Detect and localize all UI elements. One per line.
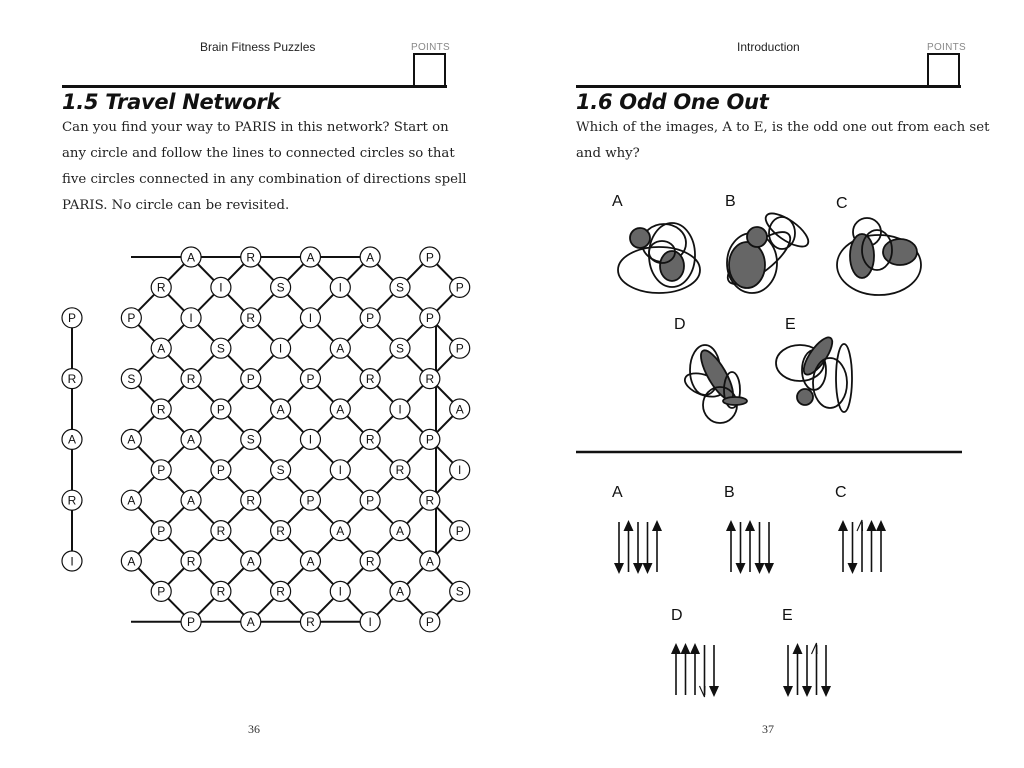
network-node[interactable]	[151, 277, 171, 297]
arrow-up	[671, 643, 681, 695]
node-letter: P	[187, 615, 196, 630]
network-node[interactable]	[121, 369, 141, 389]
network-node[interactable]	[271, 277, 291, 297]
arrow-up	[681, 643, 691, 695]
network-node[interactable]	[300, 369, 320, 389]
arrow-up	[876, 520, 886, 572]
node-letter: S	[127, 371, 136, 386]
points-label: POINTS	[411, 42, 451, 53]
node-letter: R	[365, 554, 375, 569]
node-letter: R	[186, 371, 196, 386]
ellipse-figure-a	[618, 223, 700, 293]
running-header: Introduction	[737, 40, 800, 54]
network-node[interactable]	[211, 399, 231, 419]
network-node[interactable]	[330, 338, 350, 358]
node-letter: P	[425, 432, 434, 447]
set2-label-e: E	[782, 607, 793, 624]
node-letter: R	[425, 371, 435, 386]
node-letter: P	[455, 280, 464, 295]
node-letter: A	[336, 523, 345, 538]
node-letter: P	[157, 584, 166, 599]
arrow-down	[848, 522, 858, 574]
section-title: 1.5 Travel Network	[62, 90, 281, 114]
arrow-up	[793, 643, 803, 695]
network-node[interactable]	[271, 521, 291, 541]
node-letter: A	[187, 432, 196, 447]
node-letter: R	[246, 493, 256, 508]
node-letter: A	[306, 554, 315, 569]
arrow-down	[709, 645, 719, 697]
node-letter: S	[246, 432, 255, 447]
node-letter: R	[216, 523, 226, 538]
running-header: Brain Fitness Puzzles	[200, 40, 316, 54]
set1-label-e: E	[785, 316, 796, 333]
network-node[interactable]	[390, 521, 410, 541]
network-node[interactable]	[420, 369, 440, 389]
node-letter: A	[246, 615, 255, 630]
network-node[interactable]	[360, 551, 380, 571]
network-node[interactable]	[360, 612, 380, 632]
arrow-up	[624, 520, 634, 572]
node-letter: S	[455, 584, 464, 599]
network-node[interactable]	[181, 490, 201, 510]
section-title: 1.6 Odd One Out	[576, 90, 769, 114]
network-node[interactable]	[330, 521, 350, 541]
network-node[interactable]	[62, 369, 82, 389]
node-letter: I	[368, 615, 372, 630]
node-letter: R	[67, 493, 77, 508]
ellipse-figure-d	[682, 345, 747, 423]
paragraph-line: PARIS. No circle can be revisited.	[62, 198, 290, 213]
arrow-up	[812, 643, 818, 695]
network-node[interactable]	[181, 369, 201, 389]
network-node[interactable]	[241, 612, 261, 632]
odd-one-out-figures	[512, 0, 1024, 768]
set2-label-b: B	[724, 484, 735, 501]
network-node[interactable]	[450, 277, 470, 297]
node-letter: R	[276, 584, 285, 599]
network-node[interactable]	[450, 581, 470, 601]
network-node[interactable]	[420, 551, 440, 571]
page-number: 37	[762, 722, 774, 736]
node-letter: P	[216, 402, 225, 417]
network-node[interactable]	[420, 612, 440, 632]
network-node[interactable]	[420, 308, 440, 328]
set2-label-a: A	[612, 484, 623, 501]
network-node[interactable]	[420, 247, 440, 267]
network-node[interactable]	[241, 247, 261, 267]
node-letter: I	[338, 463, 342, 478]
node-letter: A	[395, 523, 405, 538]
arrow-down	[783, 645, 793, 697]
node-letter: P	[127, 311, 136, 326]
set1-label-d: D	[674, 316, 686, 333]
arrow-up	[726, 520, 736, 572]
node-letter: P	[455, 341, 464, 356]
network-node[interactable]	[62, 308, 82, 328]
network-node[interactable]	[211, 581, 231, 601]
network-node[interactable]	[330, 399, 350, 419]
network-node[interactable]	[151, 581, 171, 601]
arrow-up	[652, 520, 662, 572]
node-letter: I	[458, 463, 462, 478]
paragraph-line: and why?	[576, 146, 640, 161]
network-node[interactable]	[151, 338, 171, 358]
node-letter: R	[246, 250, 256, 265]
network-node[interactable]	[271, 460, 291, 480]
network-node[interactable]	[300, 247, 320, 267]
network-node[interactable]	[300, 551, 320, 571]
arrow-up	[745, 520, 755, 572]
network-node[interactable]	[121, 429, 141, 449]
network-node[interactable]	[62, 551, 82, 571]
node-letter: P	[425, 615, 434, 630]
node-letter: R	[246, 311, 256, 326]
network-node[interactable]	[151, 399, 171, 419]
network-node[interactable]	[121, 490, 141, 510]
network-node[interactable]	[300, 612, 320, 632]
node-letter: P	[366, 493, 375, 508]
network-node[interactable]	[271, 399, 291, 419]
network-node[interactable]	[450, 399, 470, 419]
ellipse-figure-b	[720, 207, 813, 293]
node-letter: I	[189, 311, 193, 326]
set2-label-c: C	[835, 484, 847, 501]
node-letter: P	[425, 250, 434, 265]
network-node[interactable]	[390, 581, 410, 601]
network-node[interactable]	[211, 521, 231, 541]
network-node[interactable]	[360, 308, 380, 328]
network-node[interactable]	[390, 399, 410, 419]
network-node[interactable]	[450, 521, 470, 541]
network-node[interactable]	[151, 460, 171, 480]
node-letter: P	[306, 493, 315, 508]
network-node[interactable]	[211, 277, 231, 297]
network-node[interactable]	[181, 551, 201, 571]
node-letter: R	[365, 432, 375, 447]
network-node[interactable]	[62, 429, 82, 449]
network-node[interactable]	[181, 612, 201, 632]
network-node[interactable]	[420, 429, 440, 449]
node-letter: R	[156, 280, 166, 295]
node-letter: A	[425, 554, 434, 569]
node-letter: R	[276, 523, 285, 538]
node-letter: A	[187, 493, 196, 508]
arrow-down	[700, 645, 706, 697]
node-letter: S	[395, 341, 405, 356]
node-letter: P	[216, 463, 225, 478]
node-letter: R	[365, 371, 375, 386]
node-letter: R	[395, 463, 405, 478]
node-letter: I	[398, 402, 402, 417]
network-node[interactable]	[450, 460, 470, 480]
network-node[interactable]	[181, 308, 201, 328]
network-node[interactable]	[271, 581, 291, 601]
network-node[interactable]	[241, 490, 261, 510]
network-node[interactable]	[121, 551, 141, 571]
set1-label-c: C	[836, 195, 848, 212]
arrow-down	[764, 522, 774, 574]
arrow-up	[867, 520, 877, 572]
network-node[interactable]	[360, 490, 380, 510]
network-node[interactable]	[241, 308, 261, 328]
node-letter: R	[186, 554, 196, 569]
network-node[interactable]	[241, 369, 261, 389]
arrow-down	[643, 522, 653, 574]
network-node[interactable]	[211, 460, 231, 480]
network-node[interactable]	[390, 338, 410, 358]
node-letter: A	[306, 250, 315, 265]
network-node[interactable]	[300, 490, 320, 510]
set2-label-d: D	[671, 607, 683, 624]
network-node[interactable]	[360, 247, 380, 267]
node-letter: A	[127, 554, 136, 569]
node-letter: P	[246, 371, 255, 386]
node-letter: P	[306, 371, 315, 386]
node-letter: A	[187, 250, 196, 265]
network-node[interactable]	[241, 551, 261, 571]
network-node[interactable]	[241, 429, 261, 449]
node-letter: S	[276, 463, 285, 478]
node-letter: I	[219, 280, 223, 295]
node-letter: A	[67, 432, 77, 447]
network-node[interactable]	[450, 338, 470, 358]
arrow-down	[821, 645, 831, 697]
paragraph-line: any circle and follow the lines to connected circles so that	[62, 146, 455, 161]
arrow-up	[690, 643, 700, 695]
node-letter: A	[455, 402, 464, 417]
node-letter: A	[366, 250, 375, 265]
network-node[interactable]	[330, 460, 350, 480]
paragraph-line: Can you find your way to PARIS in this network? Start on	[62, 120, 449, 135]
network-node[interactable]	[300, 308, 320, 328]
points-label: POINTS	[927, 42, 967, 53]
node-letter: I	[70, 554, 74, 569]
set1-label-a: A	[612, 193, 623, 210]
node-letter: R	[306, 615, 315, 630]
network-node[interactable]	[181, 429, 201, 449]
arrow-down	[614, 522, 624, 574]
node-letter: A	[246, 554, 255, 569]
network-node[interactable]	[420, 490, 440, 510]
ellipse-figure-e	[776, 333, 852, 412]
node-letter: A	[276, 402, 285, 417]
arrow-down	[802, 645, 812, 697]
node-letter: P	[157, 463, 166, 478]
node-letter: S	[216, 341, 225, 356]
node-letter: A	[127, 493, 136, 508]
network-node[interactable]	[390, 460, 410, 480]
node-letter: I	[338, 584, 342, 599]
node-letter: I	[338, 280, 342, 295]
network-node[interactable]	[121, 308, 141, 328]
node-letter: I	[278, 341, 283, 356]
node-letter: R	[67, 371, 77, 386]
node-letter: A	[395, 584, 405, 599]
network-node[interactable]	[151, 521, 171, 541]
node-letter: A	[336, 341, 345, 356]
network-node[interactable]	[300, 429, 320, 449]
paragraph-line: Which of the images, A to E, is the odd one out from each set	[576, 120, 990, 135]
network-node[interactable]	[181, 247, 201, 267]
node-letter: A	[336, 402, 345, 417]
arrow-down	[633, 522, 643, 574]
ellipse-figure-c	[837, 218, 921, 295]
arrow-down	[755, 522, 765, 574]
node-letter: R	[216, 584, 226, 599]
page-number: 36	[248, 722, 260, 736]
right-page	[512, 0, 1024, 768]
node-letter: A	[157, 341, 166, 356]
network-node[interactable]	[360, 369, 380, 389]
node-letter: P	[425, 311, 434, 326]
node-letter: P	[455, 523, 464, 538]
node-letter: P	[157, 523, 166, 538]
network-node[interactable]	[62, 490, 82, 510]
node-letter: R	[156, 402, 166, 417]
node-letter: R	[425, 493, 435, 508]
node-letter: S	[276, 280, 285, 295]
network-node[interactable]	[390, 277, 410, 297]
network-node[interactable]	[360, 429, 380, 449]
arrow-up	[857, 520, 863, 572]
paragraph-line: five circles connected in any combination of directions spell	[62, 172, 467, 187]
node-letter: A	[127, 432, 136, 447]
arrow-up	[838, 520, 848, 572]
node-letter: I	[308, 432, 313, 447]
arrow-down	[736, 522, 746, 574]
node-letter: I	[308, 311, 313, 326]
node-letter: P	[366, 311, 375, 326]
node-letter: P	[67, 311, 77, 326]
node-letter: S	[395, 280, 405, 295]
arrow-sets	[614, 520, 886, 697]
network-node[interactable]	[211, 338, 231, 358]
set1-label-b: B	[725, 193, 736, 210]
network-node[interactable]	[330, 581, 350, 601]
network-node[interactable]	[271, 338, 291, 358]
network-node[interactable]	[330, 277, 350, 297]
